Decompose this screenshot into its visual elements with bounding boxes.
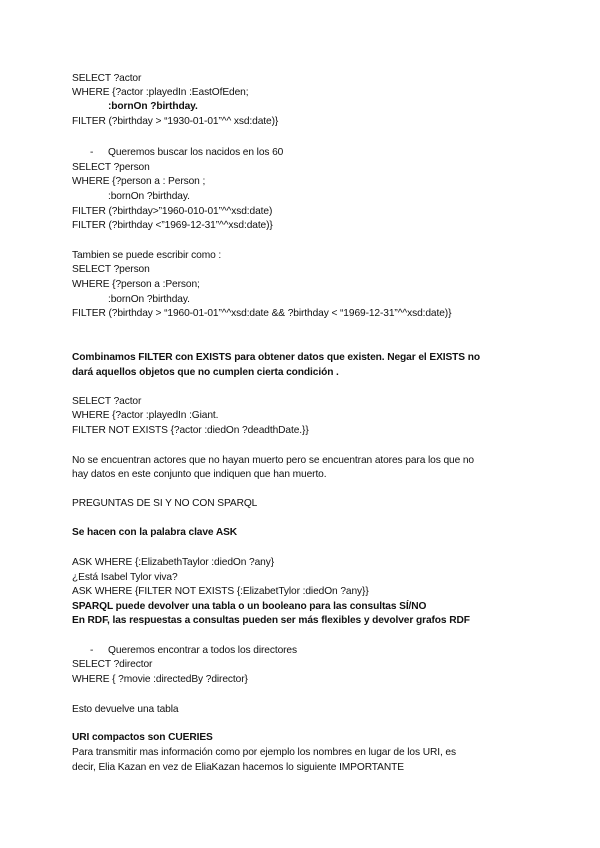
paragraph-text: Tambien se puede escribir como : xyxy=(72,250,222,261)
query-line: :bornOn ?birthday. xyxy=(108,191,190,202)
query-line: FILTER NOT EXISTS {?actor :diedOn ?deadthDate.}} xyxy=(72,425,309,436)
section-heading: dará aquellos objetos que no cumplen cierta condición . xyxy=(72,367,339,378)
paragraph-text: Para transmitir mas información como por ejemplo los nombres en lugar de los URI, es xyxy=(72,747,456,758)
bold-statement: En RDF, las respuestas a consultas pueden ser más flexibles y devolver grafos RDF xyxy=(72,615,470,626)
query-line: SELECT ?person xyxy=(72,264,150,275)
query-line: FILTER (?birthday > “1930-01-01”^^ xsd:date)} xyxy=(72,116,279,127)
section-subtitle: Se hacen con la palabra clave ASK xyxy=(72,527,238,538)
query-line: WHERE {?person a :Person; xyxy=(72,279,200,290)
paragraph-text: hay datos en este conjunto que indiquen que han muerto. xyxy=(72,469,327,480)
paragraph-text: Esto devuelve una tabla xyxy=(72,704,179,715)
query-line: WHERE {?actor :playedIn :EastOfEden; xyxy=(72,87,249,98)
query-line: WHERE {?actor :playedIn :Giant. xyxy=(72,410,219,421)
query-line: FILTER (?birthday>”1960-010-01”^^xsd:date) xyxy=(72,206,273,217)
section-heading: Combinamos FILTER con EXISTS para obtener datos que existen. Negar el EXISTS no xyxy=(72,352,480,363)
bullet-marker: - xyxy=(90,147,94,158)
bullet-marker: - xyxy=(90,645,94,656)
query-line: FILTER (?birthday <”1969-12-31”^^xsd:date)} xyxy=(72,220,273,231)
query-line: :bornOn ?birthday. xyxy=(108,294,190,305)
paragraph-text: decir, Elia Kazan en vez de EliaKazan hacemos lo siguiente IMPORTANTE xyxy=(72,762,404,773)
query-line: WHERE {?person a : Person ; xyxy=(72,176,206,187)
query-line: FILTER (?birthday > “1960-01-01”^^xsd:date && ?birthday < “1969-12-31”^^xsd:date)} xyxy=(72,308,452,319)
query-line: ASK WHERE {FILTER NOT EXISTS {:ElizabetTylor :diedOn ?any}} xyxy=(72,586,369,597)
query-line: WHERE { ?movie :directedBy ?director} xyxy=(72,674,248,685)
paragraph-text: No se encuentran actores que no hayan muerto pero se encuentran atores para los que no xyxy=(72,455,474,466)
query-line: :bornOn ?birthday. xyxy=(108,101,198,112)
bullet-text: Queremos encontrar a todos los directores xyxy=(108,645,297,656)
section-heading: URI compactos son CUERIES xyxy=(72,732,213,743)
section-title: PREGUNTAS DE SI Y NO CON SPARQL xyxy=(72,498,258,509)
query-line: SELECT ?actor xyxy=(72,73,142,84)
query-line: ASK WHERE {:ElizabethTaylor :diedOn ?any} xyxy=(72,557,275,568)
paragraph-text: ¿Está Isabel Tylor viva? xyxy=(72,572,178,583)
query-line: SELECT ?person xyxy=(72,162,150,173)
bold-statement: SPARQL puede devolver una tabla o un booleano para las consultas SÍ/NO xyxy=(72,601,427,612)
bullet-text: Queremos buscar los nacidos en los 60 xyxy=(108,147,284,158)
query-line: SELECT ?director xyxy=(72,659,153,670)
query-line: SELECT ?actor xyxy=(72,396,142,407)
